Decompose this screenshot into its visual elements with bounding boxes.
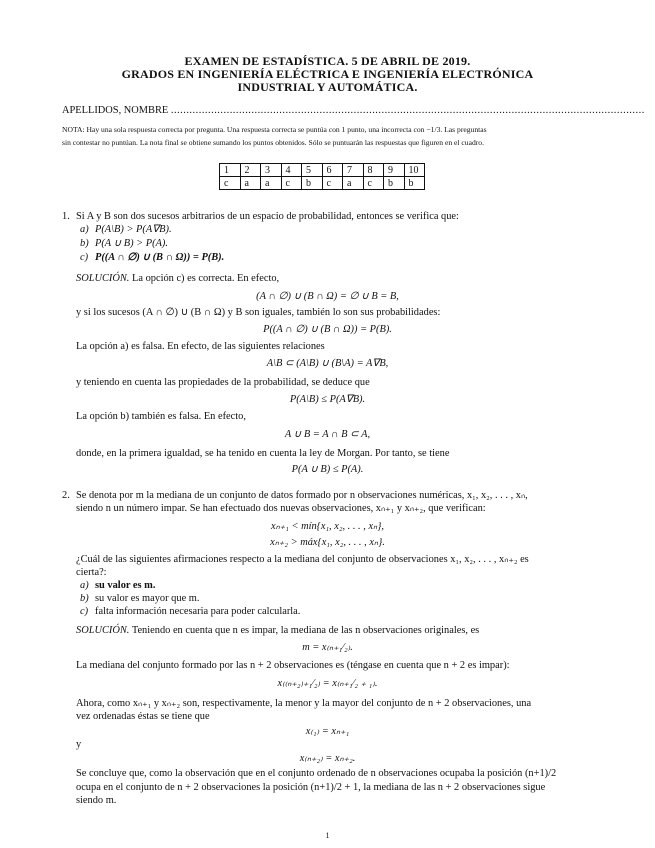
answer-letter: c bbox=[220, 177, 241, 190]
name-dots: ......................................................................................................................................................... bbox=[170, 105, 645, 116]
q1-opt-a: P(A\B) > P(A∇B). bbox=[95, 224, 172, 235]
q2-eq2: xₙ₊₂ > máx{x₁, x₂, . . . , xₙ}. bbox=[270, 537, 385, 548]
q2-eq1: xₙ₊₁ < mín{x₁, x₂, . . . , xₙ}, bbox=[271, 521, 384, 532]
nota-line1: NOTA: Hay una sola respuesta correcta por pregunta. Una respuesta correcta se puntúa con 1 punto, una incorrecta con −1/3. Las preguntas bbox=[62, 125, 487, 134]
q1-opt-a-label: a) bbox=[80, 224, 89, 235]
q2-eq4: x₍₍ₙ₊₂₎₊₁⁄₂₎ = x₍ₙ₊₁⁄₂ ₊ ₁₎. bbox=[277, 678, 378, 689]
answer-number: 3 bbox=[261, 164, 282, 177]
q2-eq6: x₍ₙ₊₂₎ = xₙ₊₂. bbox=[299, 753, 356, 764]
q2-text3-line2: vez ordenadas éstas se tiene que bbox=[76, 711, 210, 722]
q2-text2: La mediana del conjunto formado por las n + 2 observaciones es (téngase en cuenta que n + 2 es impar): bbox=[76, 660, 510, 671]
q2-solution-line bbox=[76, 624, 479, 637]
q2-text4: y bbox=[76, 739, 82, 750]
name-field bbox=[62, 104, 645, 117]
answer-number: 9 bbox=[384, 164, 405, 177]
page-number: 1 bbox=[325, 831, 330, 840]
q1-eq3: A\B ⊂ (A\B) ∪ (B\A) = A∇B, bbox=[266, 358, 389, 369]
answer-number: 6 bbox=[322, 164, 343, 177]
q1-opt-b: P(A ∪ B) > P(A). bbox=[95, 238, 168, 249]
q1-text5: La opción b) también es falsa. En efecto, bbox=[76, 411, 246, 422]
q2-statement-line1: Se denota por m la mediana de un conjunto de datos formado por n observaciones numéricas, x₁, x₂, . . . , xₙ, bbox=[76, 490, 528, 501]
answer-number: 1 bbox=[220, 164, 241, 177]
answer-letter: a bbox=[343, 177, 364, 190]
answer-letter: b bbox=[302, 177, 323, 190]
q2-question-line2: cierta?: bbox=[76, 567, 107, 578]
q2-solution-text: Teniendo en cuenta que n es impar, la mediana de las n observaciones originales, es bbox=[131, 625, 480, 636]
exam-title-line1: EXAMEN DE ESTADÍSTICA. 5 DE ABRIL DE 2019. bbox=[184, 54, 471, 68]
q1-solution-text: La opción c) es correcta. En efecto, bbox=[132, 273, 280, 284]
answer-number: 8 bbox=[363, 164, 384, 177]
answer-letter: b bbox=[384, 177, 405, 190]
q2-opt-b: su valor es mayor que m. bbox=[95, 593, 200, 604]
q2-opt-a-label: a) bbox=[80, 580, 89, 591]
q2-opt-c-label: c) bbox=[80, 606, 89, 617]
q1-opt-c-label: c) bbox=[80, 252, 89, 263]
answer-letter: c bbox=[281, 177, 302, 190]
q2-text3-line1: Ahora, como xₙ₊₁ y xₙ₊₂ son, respectivamente, la menor y la mayor del conjunto de n + 2 observaciones, una bbox=[76, 698, 532, 709]
q1-eq1: (A ∩ ∅) ∪ (B ∩ Ω) = ∅ ∪ B = B, bbox=[256, 291, 399, 302]
answer-table-answers-row bbox=[220, 177, 425, 190]
q2-text5-line3: siendo m. bbox=[76, 795, 117, 806]
answer-number: 4 bbox=[281, 164, 302, 177]
q1-text3: La opción a) es falsa. En efecto, de las siguientes relaciones bbox=[76, 341, 325, 352]
q1-eq5: A ∪ B = A ∩ B ⊂ A, bbox=[284, 429, 371, 440]
q1-eq6: P(A ∪ B) ≤ P(A). bbox=[291, 464, 364, 475]
q1-eq2: P((A ∩ ∅) ∪ (B ∩ Ω)) = P(B). bbox=[263, 324, 392, 335]
answer-table bbox=[219, 163, 425, 190]
q2-opt-c: falta información necesaria para poder calcularla. bbox=[95, 606, 301, 617]
q1-text4: y teniendo en cuenta las propiedades de la probabilidad, se deduce que bbox=[76, 377, 370, 388]
exam-title-line3: INDUSTRIAL Y AUTOMÁTICA. bbox=[237, 80, 418, 94]
q1-text6: donde, en la primera igualdad, se ha tenido en cuenta la ley de Morgan. Por tanto, se tiene bbox=[76, 448, 450, 459]
answer-letter: c bbox=[363, 177, 384, 190]
answer-number: 7 bbox=[343, 164, 364, 177]
q1-opt-c: P((A ∩ ∅) ∪ (B ∩ Ω)) = P(B). bbox=[95, 252, 225, 263]
exam-title-line2: GRADOS EN INGENIERÍA ELÉCTRICA E INGENIERÍA ELECTRÓNICA bbox=[121, 67, 534, 81]
answer-letter: a bbox=[261, 177, 282, 190]
q2-opt-b-label: b) bbox=[80, 593, 89, 604]
q1-eq4: P(A\B) ≤ P(A∇B). bbox=[289, 394, 366, 405]
q2-solution-label: SOLUCIÓN. bbox=[76, 625, 130, 636]
q1-statement: Si A y B son dos sucesos arbitrarios de un espacio de probabilidad, entonces se verifica que: bbox=[76, 211, 459, 222]
q1-solution-label: SOLUCIÓN. bbox=[76, 273, 130, 284]
q2-eq5: x₍₁₎ = xₙ₊₁ bbox=[305, 726, 350, 737]
q2-number: 2. bbox=[62, 490, 70, 501]
answer-number: 2 bbox=[240, 164, 261, 177]
q1-text2: y si los sucesos (A ∩ ∅) ∪ (B ∩ Ω) y B son iguales, también lo son sus probabilidades: bbox=[76, 307, 441, 318]
q2-statement-line2: siendo n un número impar. Se han efectuado dos nuevas observaciones, xₙ₊₁ y xₙ₊₂, que verifican: bbox=[76, 503, 486, 514]
q1-solution-line bbox=[76, 272, 279, 285]
q2-question-line1: ¿Cuál de las siguientes afirmaciones respecto a la mediana del conjunto de observaciones x₁, x₂, . . . , xₙ₊₂ es bbox=[76, 554, 529, 565]
q2-eq3: m = x₍ₙ₊₁⁄₂₎. bbox=[302, 642, 353, 653]
name-label: APELLIDOS, NOMBRE bbox=[62, 105, 169, 116]
answer-number: 10 bbox=[404, 164, 425, 177]
answer-letter: c bbox=[322, 177, 343, 190]
q2-opt-a: su valor es m. bbox=[95, 580, 156, 591]
q1-number: 1. bbox=[62, 211, 70, 222]
q1-opt-b-label: b) bbox=[80, 238, 89, 249]
answer-letter: b bbox=[404, 177, 425, 190]
q2-text5-line2: ocupa en el conjunto de n + 2 observaciones la posición (n+1)/2 + 1, la mediana de las n + 2 observaciones sigue bbox=[76, 782, 546, 793]
answer-number: 5 bbox=[302, 164, 323, 177]
answer-letter: a bbox=[240, 177, 261, 190]
nota-line2: sin contestar no puntúan. La nota final se obtiene sumando los puntos obtenidos. Sólo se puntuarán las respuestas que figuren en el cuadro. bbox=[62, 138, 484, 147]
answer-table-numbers-row bbox=[220, 164, 425, 177]
q2-text5-line1: Se concluye que, como la observación que en el conjunto ordenado de n observaciones ocupaba la posición (n+1)/2 bbox=[76, 768, 557, 779]
